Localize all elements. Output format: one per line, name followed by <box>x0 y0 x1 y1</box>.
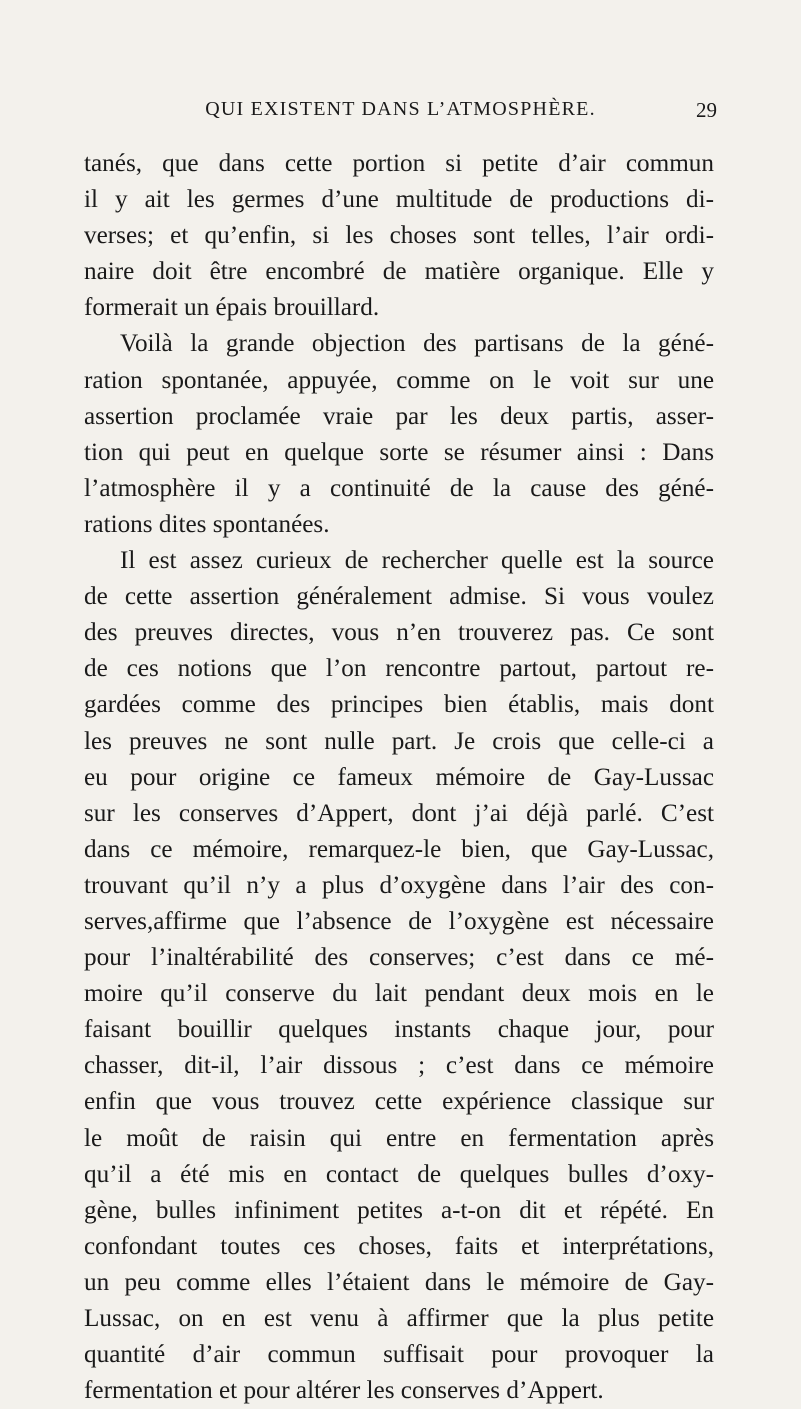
text-line: des preuves directes, vous n’en trouverez pas. Ce sont <box>84 619 714 647</box>
text-line: Il est assez curieux de rechercher quelle est la source <box>120 547 714 575</box>
text-line: Voilà la grande objection des partisans de la géné- <box>120 330 714 358</box>
text-line: tion qui peut en quelque sorte se résumer ainsi : Dans <box>84 438 714 466</box>
text-line: de cette assertion généralement admise. Si vous voulez <box>84 583 714 611</box>
text-line: de ces notions que l’on rencontre partout, partout re- <box>84 655 714 683</box>
text-line: eu pour origine ce fameux mémoire de Gay-Lussac <box>84 763 714 791</box>
text-line: le moût de raisin qui entre en fermentation après <box>84 1124 714 1152</box>
text-line: confondant toutes ces choses, faits et interprétations, <box>84 1232 714 1260</box>
text-line: gardées comme des principes bien établis, mais dont <box>84 691 714 719</box>
text-line: tanés, que dans cette portion si petite d’air commun <box>84 150 714 177</box>
text-line: verses; et qu’enfin, si les choses sont telles, l’air ordi- <box>84 222 714 250</box>
text-line: fermentation et pour altérer les conserves d’Appert. <box>84 1377 604 1405</box>
running-title: QUI EXISTENT DANS L’ATMOSPHÈRE. <box>205 98 596 120</box>
text-line: assertion proclamée vraie par les deux partis, asser- <box>84 402 714 430</box>
text-line: Lussac, on en est venu à affirmer que la plus petite <box>84 1305 714 1332</box>
text-line: naire doit être encombré de matière organique. Elle y <box>84 258 714 286</box>
text-line: un peu comme elles l’étaient dans le mémoire de Gay- <box>84 1268 714 1296</box>
text-line: chasser, dit-il, l’air dissous ; c’est dans ce mémoire <box>84 1052 714 1080</box>
text-line: sur les conserves d’Appert, dont j’ai déjà parlé. C’est <box>84 799 714 827</box>
text-line: quantité d’air commun suffisait pour provoquer la <box>84 1341 714 1369</box>
text-line: il y ait les germes d’une multitude de productions di- <box>84 186 714 214</box>
text-line: qu’il a été mis en contact de quelques bulles d’oxy- <box>84 1160 714 1188</box>
body-text <box>84 146 714 1409</box>
text-line: les preuves ne sont nulle part. Je crois que celle-ci a <box>84 727 714 755</box>
text-line: ration spontanée, appuyée, comme on le voit sur une <box>84 366 714 394</box>
text-line: formerait un épais brouillard. <box>84 294 380 322</box>
page-number: 29 <box>696 98 717 122</box>
text-line: faisant bouillir quelques instants chaque jour, pour <box>84 1016 714 1044</box>
text-line: serves,affirme que l’absence de l’oxygène est nécessaire <box>84 907 714 935</box>
text-line: dans ce mémoire, remarquez-le bien, que Gay-Lussac, <box>84 835 714 863</box>
running-head <box>0 98 801 128</box>
text-line: trouvant qu’il n’y a plus d’oxygène dans l’air des con- <box>84 871 714 899</box>
text-line: gène, bulles infiniment petites a-t-on dit et répété. En <box>84 1196 714 1224</box>
text-line: enfin que vous trouvez cette expérience classique sur <box>84 1088 714 1116</box>
text-line: moire qu’il conserve du lait pendant deux mois en le <box>84 980 714 1008</box>
text-line: rations dites spontanées. <box>84 510 330 538</box>
text-line: l’atmosphère il y a continuité de la cause des géné- <box>84 474 714 502</box>
text-line: pour l’inaltérabilité des conserves; c’est dans ce mé- <box>84 944 714 972</box>
